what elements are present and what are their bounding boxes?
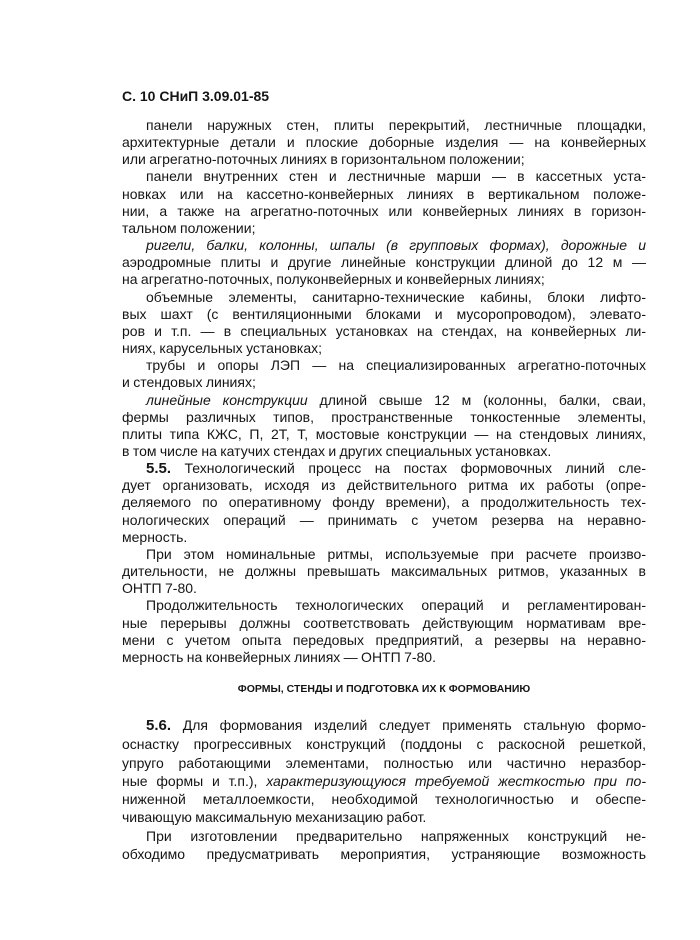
- text-line: [122, 580, 646, 597]
- paragraph: [122, 460, 646, 546]
- text-line: [122, 374, 646, 391]
- text-line: [122, 203, 646, 220]
- text-line: [122, 220, 646, 237]
- text-segment: мени с учетом опыта передовых предприятий, а резервы на неравно-: [122, 631, 646, 648]
- text-line: [122, 323, 646, 340]
- text-segment: аэродромные плиты и другие линейные конструкции длиной до 12 м —: [122, 254, 646, 271]
- text-segment: Для формования изделий следует применять стальную формо-: [171, 717, 646, 733]
- text-segment: ров и т.п. — в специальных установках на стендах, на конвейерных ли-: [122, 322, 646, 339]
- paragraph: [122, 597, 646, 666]
- text-line: [122, 615, 646, 632]
- paragraph: [122, 117, 646, 168]
- text-line: [122, 477, 646, 494]
- text-line: [122, 151, 646, 168]
- text-line: [122, 357, 646, 374]
- text-segment: мерность.: [122, 528, 188, 545]
- paragraph: [122, 168, 646, 237]
- text-segment: обходимо предусматривать мероприятия, устраняющие возможность: [122, 846, 646, 863]
- page-header: С. 10 СНиП 3.09.01-85: [122, 88, 270, 104]
- text-line: [122, 716, 646, 735]
- text-line: [122, 289, 646, 306]
- text-line: [122, 426, 646, 443]
- text-segment: чивающую максимальную механизацию работ.: [122, 809, 427, 826]
- paragraph: [122, 357, 646, 391]
- text-segment: При изготовлении предварительно напряженных конструкций не-: [146, 827, 646, 844]
- text-line: [122, 340, 646, 357]
- paragraph: [122, 827, 646, 864]
- text-line: [122, 237, 646, 254]
- text-segment: вых шахт (с вентиляционными блоками и мусоропроводом), элевато-: [122, 305, 646, 322]
- text-line: [122, 754, 646, 772]
- text-line: [122, 409, 646, 426]
- body-text-bottom: [122, 716, 646, 863]
- text-segment: или агрегатно-поточных линиях в горизонтальном положении;: [122, 151, 525, 168]
- text-segment: мерность на конвейерных линиях — ОНТП 7-80.: [122, 648, 436, 665]
- text-line: [122, 827, 646, 845]
- text-line: [122, 563, 646, 580]
- text-segment: деляемого по оперативному фонду времени), а продолжительность тех-: [122, 494, 646, 511]
- text-segment: длиной свыше 12 м (колонны, балки, сваи,: [307, 391, 646, 408]
- paragraph: [122, 289, 646, 358]
- text-line: [122, 134, 646, 151]
- text-line: [122, 254, 646, 271]
- clause-number: 5.5.: [146, 460, 172, 478]
- paragraph: [122, 237, 646, 288]
- text-segment: Технологический процесс на постах формовочных линий сле-: [171, 460, 646, 477]
- text-line: [122, 597, 646, 614]
- text-line: [122, 632, 646, 649]
- text-line: [122, 845, 646, 863]
- text-segment: дует организовать, исходя из действительного ритма их работы (опре-: [122, 477, 646, 494]
- section-title: ФОРМЫ, СТЕНДЫ И ПОДГОТОВКА ИХ К ФОРМОВАНИЮ: [237, 683, 531, 695]
- text-segment: и стендовых линиях;: [122, 374, 256, 391]
- text-segment: При этом номинальные ритмы, используемые при расчете произво-: [146, 545, 646, 562]
- text-line: [122, 546, 646, 563]
- text-line: [122, 529, 646, 546]
- text-line: [122, 443, 646, 460]
- text-segment: архитектурные детали и плоские доборные изделия — на конвейерных: [122, 134, 646, 151]
- text-segment: панели наружных стен, плиты перекрытий, лестничные площадки,: [146, 117, 646, 133]
- text-segment: ниженной металлоемкости, необходимой технологичностью и обеспе-: [122, 791, 646, 808]
- text-segment: ниях, карусельных установках;: [122, 340, 323, 357]
- text-line: [122, 735, 646, 753]
- text-segment: ригели, балки, колонны, шпалы (в групповых формах), дорожные и: [146, 237, 646, 254]
- text-line: [122, 494, 646, 511]
- text-segment: трубы и опоры ЛЭП — на специализированных агрегатно-поточных: [146, 357, 646, 374]
- text-line: [122, 117, 646, 134]
- text-line: [122, 271, 646, 288]
- text-line: [122, 649, 646, 666]
- text-segment: объемные элементы, санитарно-технические кабины, блоки лифто-: [146, 288, 646, 305]
- text-segment: тальном положении;: [122, 219, 256, 236]
- text-segment: линейные конструкции: [146, 391, 308, 408]
- text-line: [122, 186, 646, 203]
- text-line: [122, 808, 646, 826]
- clause-number: 5.6.: [146, 717, 172, 734]
- paragraph: [122, 392, 646, 461]
- text-segment: фермы различных типов, пространственные тонкостенные элементы,: [122, 408, 646, 425]
- text-segment: ные перерывы должны соответствовать действующим нормативам вре-: [122, 614, 646, 631]
- text-segment: плиты типа КЖС, П, 2Т, Т, мостовые конструкции — на стендовых линиях,: [122, 425, 646, 442]
- paragraph: [122, 716, 646, 827]
- text-line: [122, 168, 646, 185]
- text-segment: на агрегатно-поточных, полуконвейерных и конвейерных линиях;: [122, 271, 545, 288]
- text-line: [122, 772, 646, 790]
- text-segment: нологических операций — принимать с учетом резерва на неравно-: [122, 511, 646, 528]
- text-segment: ОНТП 7-80.: [122, 580, 197, 597]
- text-segment: нии, а также на агрегатно-поточных или конвейерных линиях в горизон-: [122, 202, 646, 219]
- text-segment: характеризующуюся требуемой жесткостью при по-: [266, 772, 647, 789]
- text-segment: новках или на кассетно-конвейерных линиях в вертикальном положе-: [122, 185, 646, 202]
- text-line: [122, 790, 646, 808]
- text-segment: в том числе на катучих стендах и других специальных установках.: [122, 442, 552, 459]
- text-line: [122, 306, 646, 323]
- text-segment: упруго работающими элементами, полностью или частично неразбор-: [122, 754, 646, 771]
- text-segment: ные формы и т.п.),: [122, 772, 267, 789]
- text-segment: оснастку прогрессивных конструкций (поддоны с раскосной решеткой,: [122, 736, 646, 753]
- text-line: [122, 512, 646, 529]
- text-segment: панели внутренних стен и лестничные марши — в кассетных уста-: [146, 168, 646, 185]
- paragraph: [122, 546, 646, 597]
- text-segment: Продолжительность технологических операций и регламентирован-: [146, 597, 646, 614]
- body-text-top: [122, 117, 646, 666]
- text-line: [122, 460, 646, 477]
- text-segment: дительности, не должны превышать максимальных ритмов, указанных в: [122, 563, 646, 580]
- text-line: [122, 392, 646, 409]
